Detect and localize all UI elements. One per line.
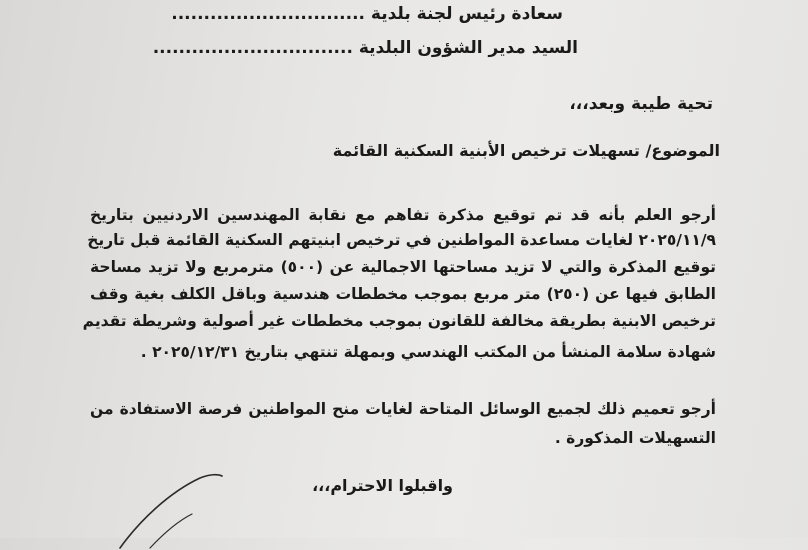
- signature-stroke: [110, 470, 230, 550]
- closing: واقبلوا الاحترام،،،: [312, 476, 453, 495]
- paragraph1-line-6: شهادة سلامة المنشأ من المكتب الهندسي وبمهلة تنتهي بتاريخ ٢٠٢٥/١٢/٣١ .: [140, 343, 716, 361]
- paragraph1-line-2: ٢٠٢٥/١١/٩ لغايات مساعدة المواطنين في ترخيص ابنيتهم السكنية القائمة قبل تاريخ: [87, 231, 716, 249]
- greeting: تحية طيبة وبعد،،،: [569, 94, 713, 114]
- paragraph2-line-1: أرجو تعميم ذلك لجميع الوسائل المتاحة لغايات منح المواطنين فرصة الاستفادة من: [90, 400, 716, 418]
- paragraph1-line-4: الطابق فيها عن (٢٥٠) متر مربع بموجب مخططات هندسية وباقل الكلف بغية وقف: [90, 285, 716, 303]
- paragraph1-line-5: ترخيص الابنية بطريقة مخالفة للقانون بموجب مخططات غير أصولية وشريطة تقديم: [82, 312, 716, 330]
- recipient-line-2: السيد مدير الشؤون البلدية ...............................: [152, 38, 578, 58]
- paragraph1-line-1: أرجو العلم بأنه قد تم توقيع مذكرة تفاهم مع نقابة المهندسين الاردنيين بتاريخ: [90, 206, 716, 224]
- recipient-line-1: سعادة رئيس لجنة بلدية ..............................: [171, 4, 563, 24]
- paragraph2-line-2: التسهيلات المذكورة .: [554, 429, 716, 447]
- subject-line: الموضوع/ تسهيلات ترخيص الأبنية السكنية القائمة: [332, 141, 720, 160]
- paragraph1-line-3: توقيع المذكرة والتي لا تزيد مساحتها الاجمالية عن (٥٠٠) مترمربع ولا تزيد مساحة: [90, 258, 716, 276]
